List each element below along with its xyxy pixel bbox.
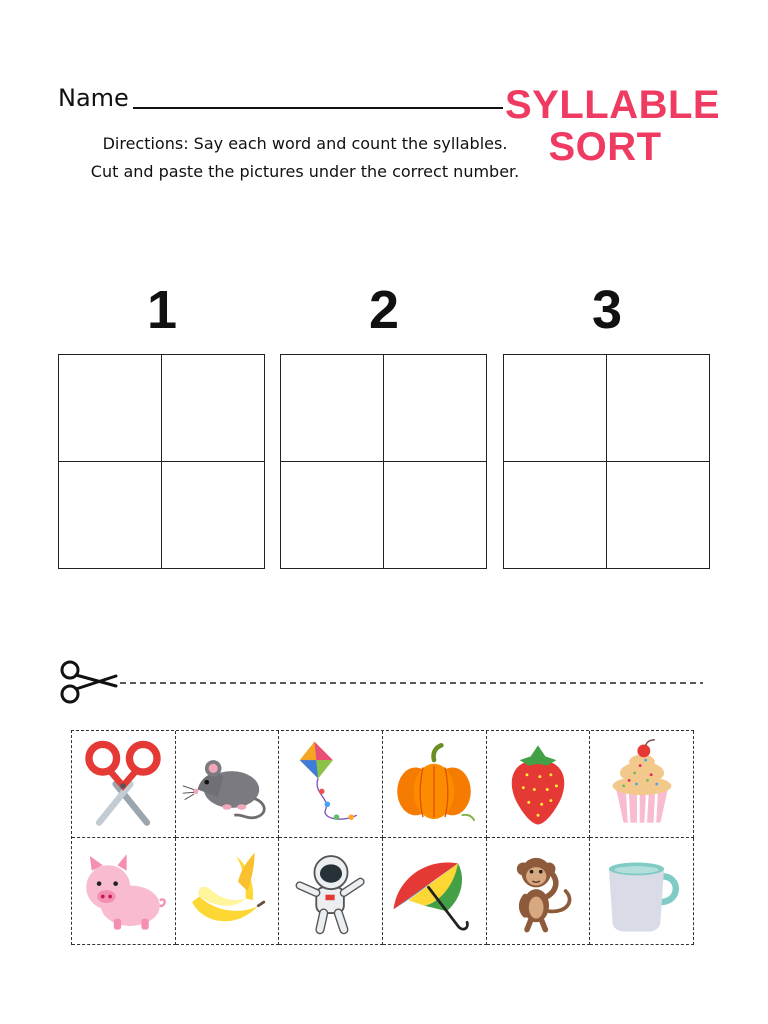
paste-cell[interactable]	[59, 462, 162, 569]
picture-card[interactable]	[176, 838, 280, 945]
picture-card[interactable]	[487, 731, 591, 838]
picture-card[interactable]	[72, 838, 176, 945]
directions-line-2: Cut and paste the pictures under the correct number.	[90, 162, 520, 181]
paste-cell[interactable]	[281, 462, 384, 569]
monkey-icon	[492, 845, 584, 937]
sort-box-2	[280, 354, 487, 569]
name-row	[58, 84, 503, 112]
picture-card[interactable]	[279, 838, 383, 945]
scissors-icon	[77, 738, 169, 830]
astronaut-icon	[285, 845, 377, 937]
picture-card[interactable]	[72, 731, 176, 838]
sort-box-3	[503, 354, 710, 569]
title-line-2: SORT	[548, 125, 662, 169]
picture-cards	[71, 730, 694, 945]
scissors-cut-icon	[62, 662, 116, 702]
cut-line	[58, 656, 708, 708]
sort-box-1	[58, 354, 265, 569]
mouse-icon	[181, 738, 273, 830]
title-line-1: SYLLABLE	[505, 83, 721, 127]
paste-cell[interactable]	[504, 355, 607, 462]
directions	[50, 130, 560, 186]
name-label: Name	[58, 84, 129, 112]
paste-cell[interactable]	[607, 462, 710, 569]
paste-cell[interactable]	[384, 462, 487, 569]
directions-line-1: Directions: Say each word and count the syllables.	[102, 134, 508, 153]
picture-card[interactable]	[590, 731, 694, 838]
banana-icon	[181, 845, 273, 937]
paste-cell[interactable]	[59, 355, 162, 462]
kite-icon	[285, 738, 377, 830]
picture-card[interactable]	[383, 731, 487, 838]
pig-icon	[77, 845, 169, 937]
column-number-3: 3	[591, 280, 623, 340]
pumpkin-icon	[388, 738, 480, 830]
cupcake-icon	[596, 738, 688, 830]
picture-card[interactable]	[590, 838, 694, 945]
picture-card[interactable]	[487, 838, 591, 945]
strawberry-icon	[492, 738, 584, 830]
picture-card[interactable]	[176, 731, 280, 838]
picture-card[interactable]	[279, 731, 383, 838]
name-write-line[interactable]	[133, 107, 503, 109]
umbrella-icon	[388, 845, 480, 937]
paste-cell[interactable]	[162, 355, 265, 462]
paste-cell[interactable]	[504, 462, 607, 569]
column-number-2: 2	[368, 280, 400, 340]
picture-card[interactable]	[383, 838, 487, 945]
cup-icon	[596, 845, 688, 937]
paste-cell[interactable]	[384, 355, 487, 462]
paste-cell[interactable]	[162, 462, 265, 569]
column-number-1: 1	[146, 280, 178, 340]
paste-cell[interactable]	[607, 355, 710, 462]
paste-cell[interactable]	[281, 355, 384, 462]
